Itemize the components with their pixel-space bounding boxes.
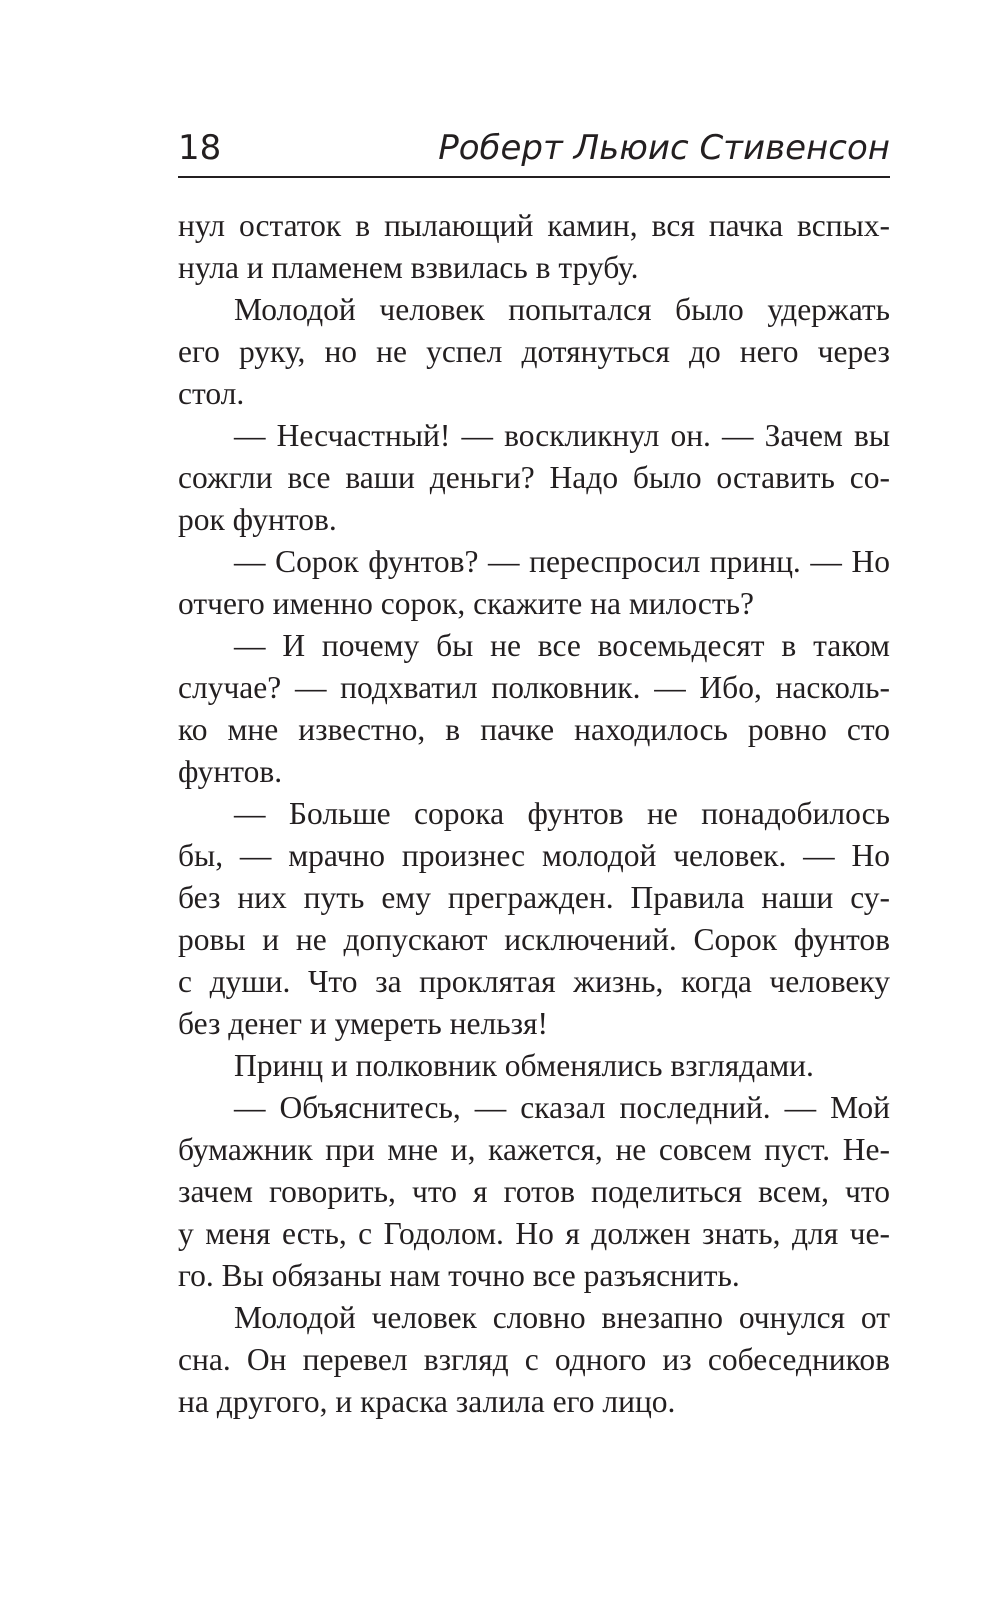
text-line: Принц и полковник обменялись взглядами.	[234, 1048, 814, 1083]
text-line: — Объяснитесь, — сказал последний. — Мой	[234, 1090, 890, 1125]
text-line: нул остаток в пылающий камин, вся пачка вспых-	[178, 208, 890, 243]
text-line: Молодой человек попытался было удержать	[234, 292, 890, 327]
text-line: го. Вы обязаны нам точно все разъяснить.	[178, 1258, 740, 1293]
text-line: стол.	[178, 376, 245, 411]
running-head-author: Роберт Льюис Стивенсон	[438, 128, 890, 168]
text-line: ко мне известно, в пачке находилось ровно сто	[178, 712, 890, 747]
text-line: без них путь ему прегражден. Правила наши су-	[178, 880, 890, 915]
text-line: нула и пламенем взвилась в трубу.	[178, 250, 639, 285]
text-line: — И почему бы не все восемьдесят в таком	[234, 628, 890, 663]
text-line: зачем говорить, что я готов поделиться всем, что	[178, 1174, 890, 1209]
header-rule	[178, 176, 890, 178]
text-line: — Сорок фунтов? — переспросил принц. — Но	[234, 544, 890, 579]
text-line: на другого, и краска залила его лицо.	[178, 1384, 676, 1419]
text-line: ровы и не допускают исключений. Сорок фунтов	[178, 922, 890, 957]
text-line: фунтов.	[178, 754, 283, 789]
text-line: — Несчастный! — воскликнул он. — Зачем вы	[234, 418, 890, 453]
text-line: его руку, но не успел дотянуться до него через	[178, 334, 890, 369]
text-line: рок фунтов.	[178, 502, 337, 537]
text-line: без денег и умереть нельзя!	[178, 1006, 549, 1041]
text-line: с души. Что за проклятая жизнь, когда человеку	[178, 964, 890, 999]
body-text	[178, 205, 890, 1423]
text-line: Молодой человек словно внезапно очнулся от	[234, 1300, 890, 1335]
page-number: 18	[178, 128, 222, 168]
text-line: отчего именно сорок, скажите на милость?	[178, 586, 754, 621]
text-line: — Больше сорока фунтов не понадобилось	[234, 796, 890, 831]
text-line: сна. Он перевел взгляд с одного из собеседников	[178, 1342, 890, 1377]
text-line: у меня есть, с Годолом. Но я должен знать, для че-	[178, 1216, 890, 1251]
text-line: случае? — подхватил полковник. — Ибо, насколь-	[178, 670, 890, 705]
page-header	[178, 122, 890, 174]
text-line: сожгли все ваши деньги? Надо было оставить со-	[178, 460, 890, 495]
text-line: бы, — мрачно произнес молодой человек. — Но	[178, 838, 890, 873]
text-line: бумажник при мне и, кажется, не совсем пуст. Не-	[178, 1132, 890, 1167]
